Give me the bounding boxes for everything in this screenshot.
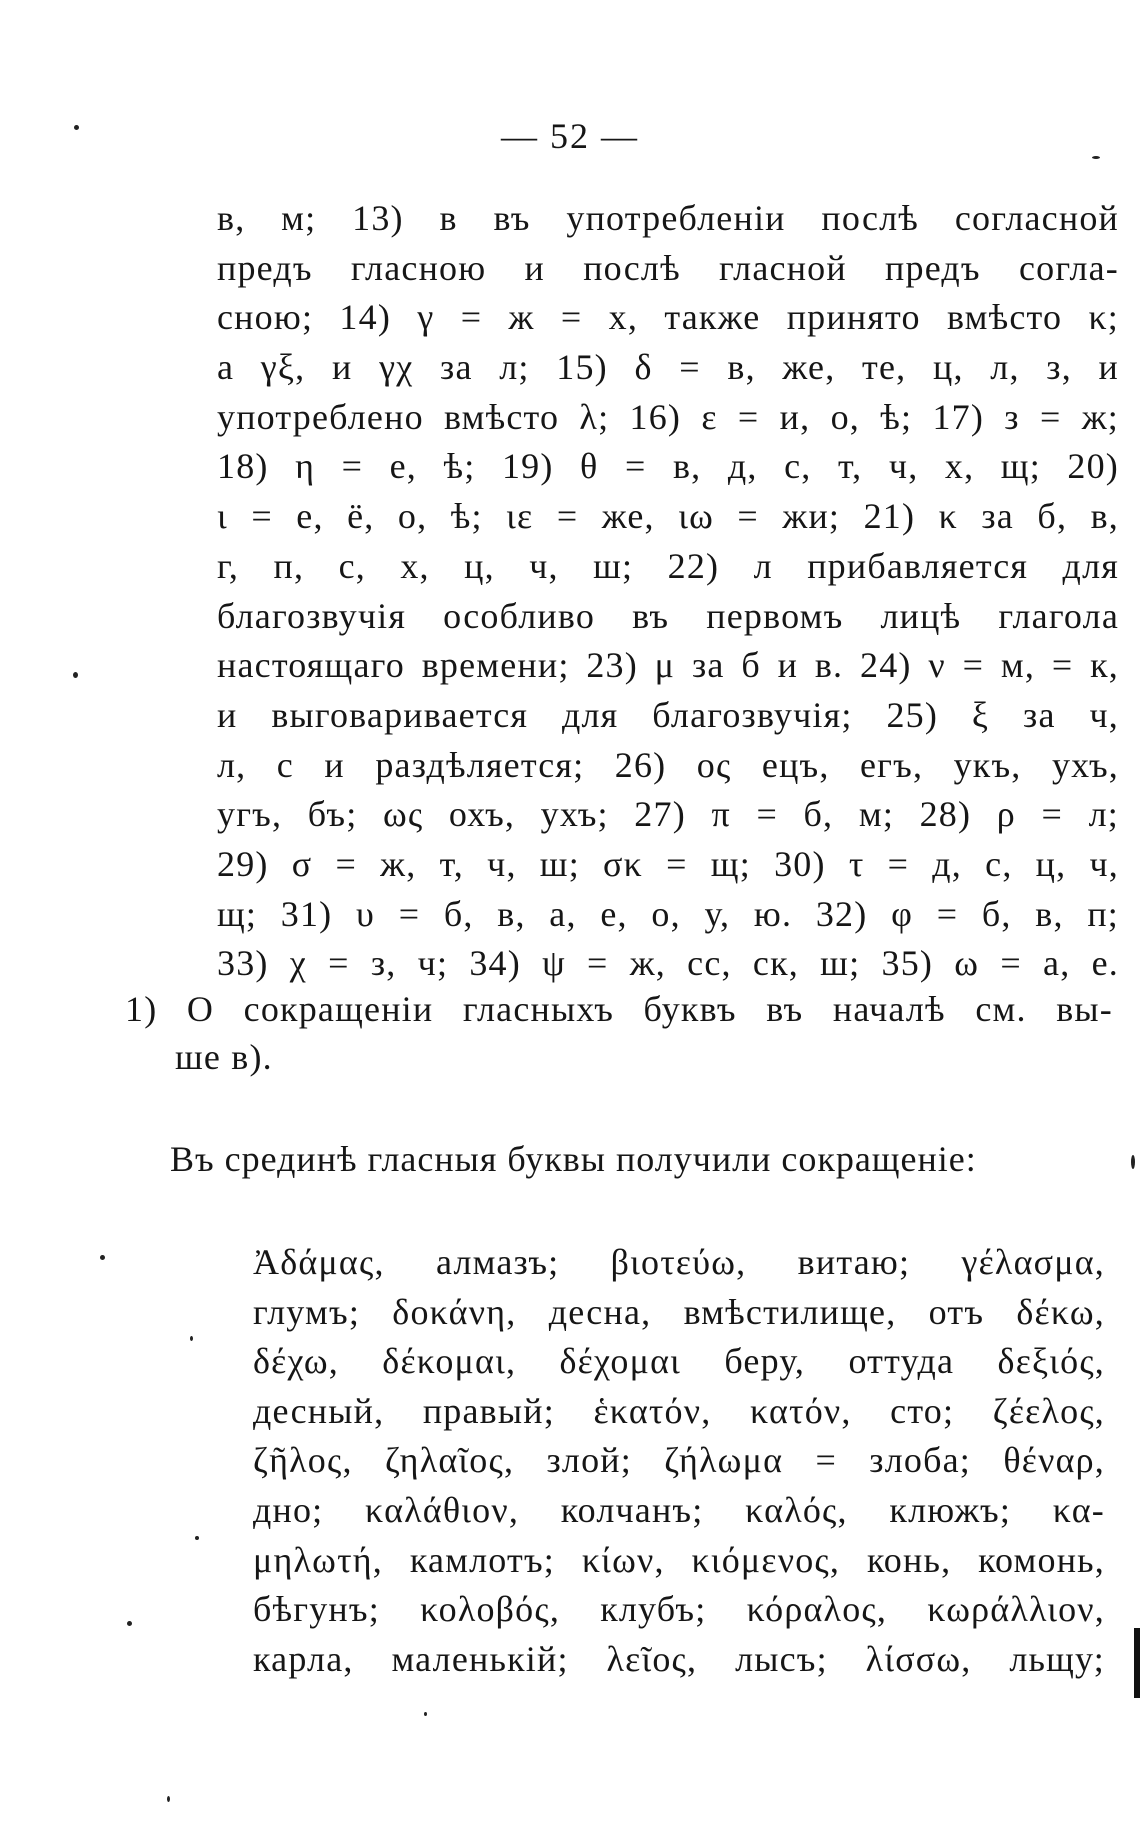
scan-speck xyxy=(424,1712,427,1716)
page-number: — 52 — xyxy=(501,116,639,156)
scan-speck xyxy=(1131,1155,1135,1169)
scan-speck xyxy=(195,1536,199,1540)
scan-speck xyxy=(127,1621,132,1626)
example-line: μηλωτή, камлотъ; κίων, κιόμενος, конь, комонь, xyxy=(253,1539,1105,1580)
scan-speck xyxy=(73,672,78,678)
examples-text xyxy=(253,1238,1105,1684)
scan-speck xyxy=(74,125,79,130)
footnote-line: ше в). xyxy=(175,1037,273,1077)
example-line: бѣгунъ; κολοβός, клубъ; κόραλος, κωράλλιον, xyxy=(253,1589,1105,1630)
continuation-text xyxy=(217,194,1119,989)
scan-speck xyxy=(100,1255,105,1260)
text-line: угъ, бъ; ως охъ, ухъ; 27) π = б, м; 28) ρ = л; xyxy=(217,794,1119,835)
text-line: предъ гласною и послѣ гласной предъ согла- xyxy=(217,247,1119,288)
text-line: л, с и раздѣляется; 26) ος ецъ, егъ, укъ, ухъ, xyxy=(217,744,1119,785)
section-heading: Въ срединѣ гласныя буквы получили сокращеніе: xyxy=(170,1139,977,1179)
scan-speck xyxy=(1092,156,1100,159)
footnote-line: 1) О сокращеніи гласныхъ буквъ въ началѣ см. вы- xyxy=(125,989,1113,1029)
text-line: в, м; 13) в въ употребленіи послѣ согласной xyxy=(217,198,1119,238)
text-line: ι = е, ё, о, ѣ; ιε = же, ιω = жи; 21) κ за б, в, xyxy=(217,496,1119,537)
text-line: 18) η = е, ѣ; 19) θ = в, д, с, т, ч, х, щ; 20) xyxy=(217,446,1119,487)
example-line: ζῆλος, ζηλαῖος, злой; ζήλωμα = злоба; θέναρ, xyxy=(253,1440,1105,1481)
text-line: щ; 31) υ = б, в, а, е, о, у, ю. 32) φ = б, в, п; xyxy=(217,893,1119,934)
text-line: употреблено вмѣсто λ; 16) ε = и, о, ѣ; 17) з = ж; xyxy=(217,396,1119,437)
example-line: десный, правый; ἑκατόν, κατόν, сто; ζέελος, xyxy=(253,1390,1105,1431)
text-line: благозвучія особливо въ первомъ лицѣ глагола xyxy=(217,595,1119,636)
text-line: сною; 14) γ = ж = х, также принято вмѣсто κ; xyxy=(217,297,1119,338)
scan-speck xyxy=(190,1336,193,1341)
scan-speck xyxy=(167,1796,170,1802)
example-line: глумъ; δοκάνη, десна, вмѣстилище, отъ δέκω, xyxy=(253,1291,1105,1332)
text-line: 29) σ = ж, т, ч, ш; σκ = щ; 30) τ = д, с, ц, ч, xyxy=(217,843,1119,884)
example-line: δέχω, δέκομαι, δέχομαι беру, оттуда δεξιός, xyxy=(253,1341,1105,1382)
text-line: и выговаривается для благозвучія; 25) ξ за ч, xyxy=(217,694,1119,735)
example-line: карла, маленькій; λεῖος, лысъ; λίσσω, льщу; xyxy=(253,1638,1105,1679)
example-line: Ἀδάμας, алмазъ; βιοτεύω, витаю; γέλασμα, xyxy=(253,1242,1105,1282)
example-line: дно; καλάθιον, колчанъ; καλός, клюжъ; κα- xyxy=(253,1489,1105,1530)
text-line: а γξ, и γχ за л; 15) δ = в, же, те, ц, л, з, и xyxy=(217,347,1119,388)
page-edge-mark xyxy=(1134,1628,1140,1698)
text-line: г, п, с, х, ц, ч, ш; 22) л прибавляется для xyxy=(217,545,1119,586)
text-line: настоящаго времени; 23) μ за б и в. 24) ν = м, = к, xyxy=(217,645,1119,686)
text-line: 33) χ = з, ч; 34) ψ = ж, сс, ск, ш; 35) ω = а, е. xyxy=(217,943,1119,984)
footnote xyxy=(125,985,1113,1081)
